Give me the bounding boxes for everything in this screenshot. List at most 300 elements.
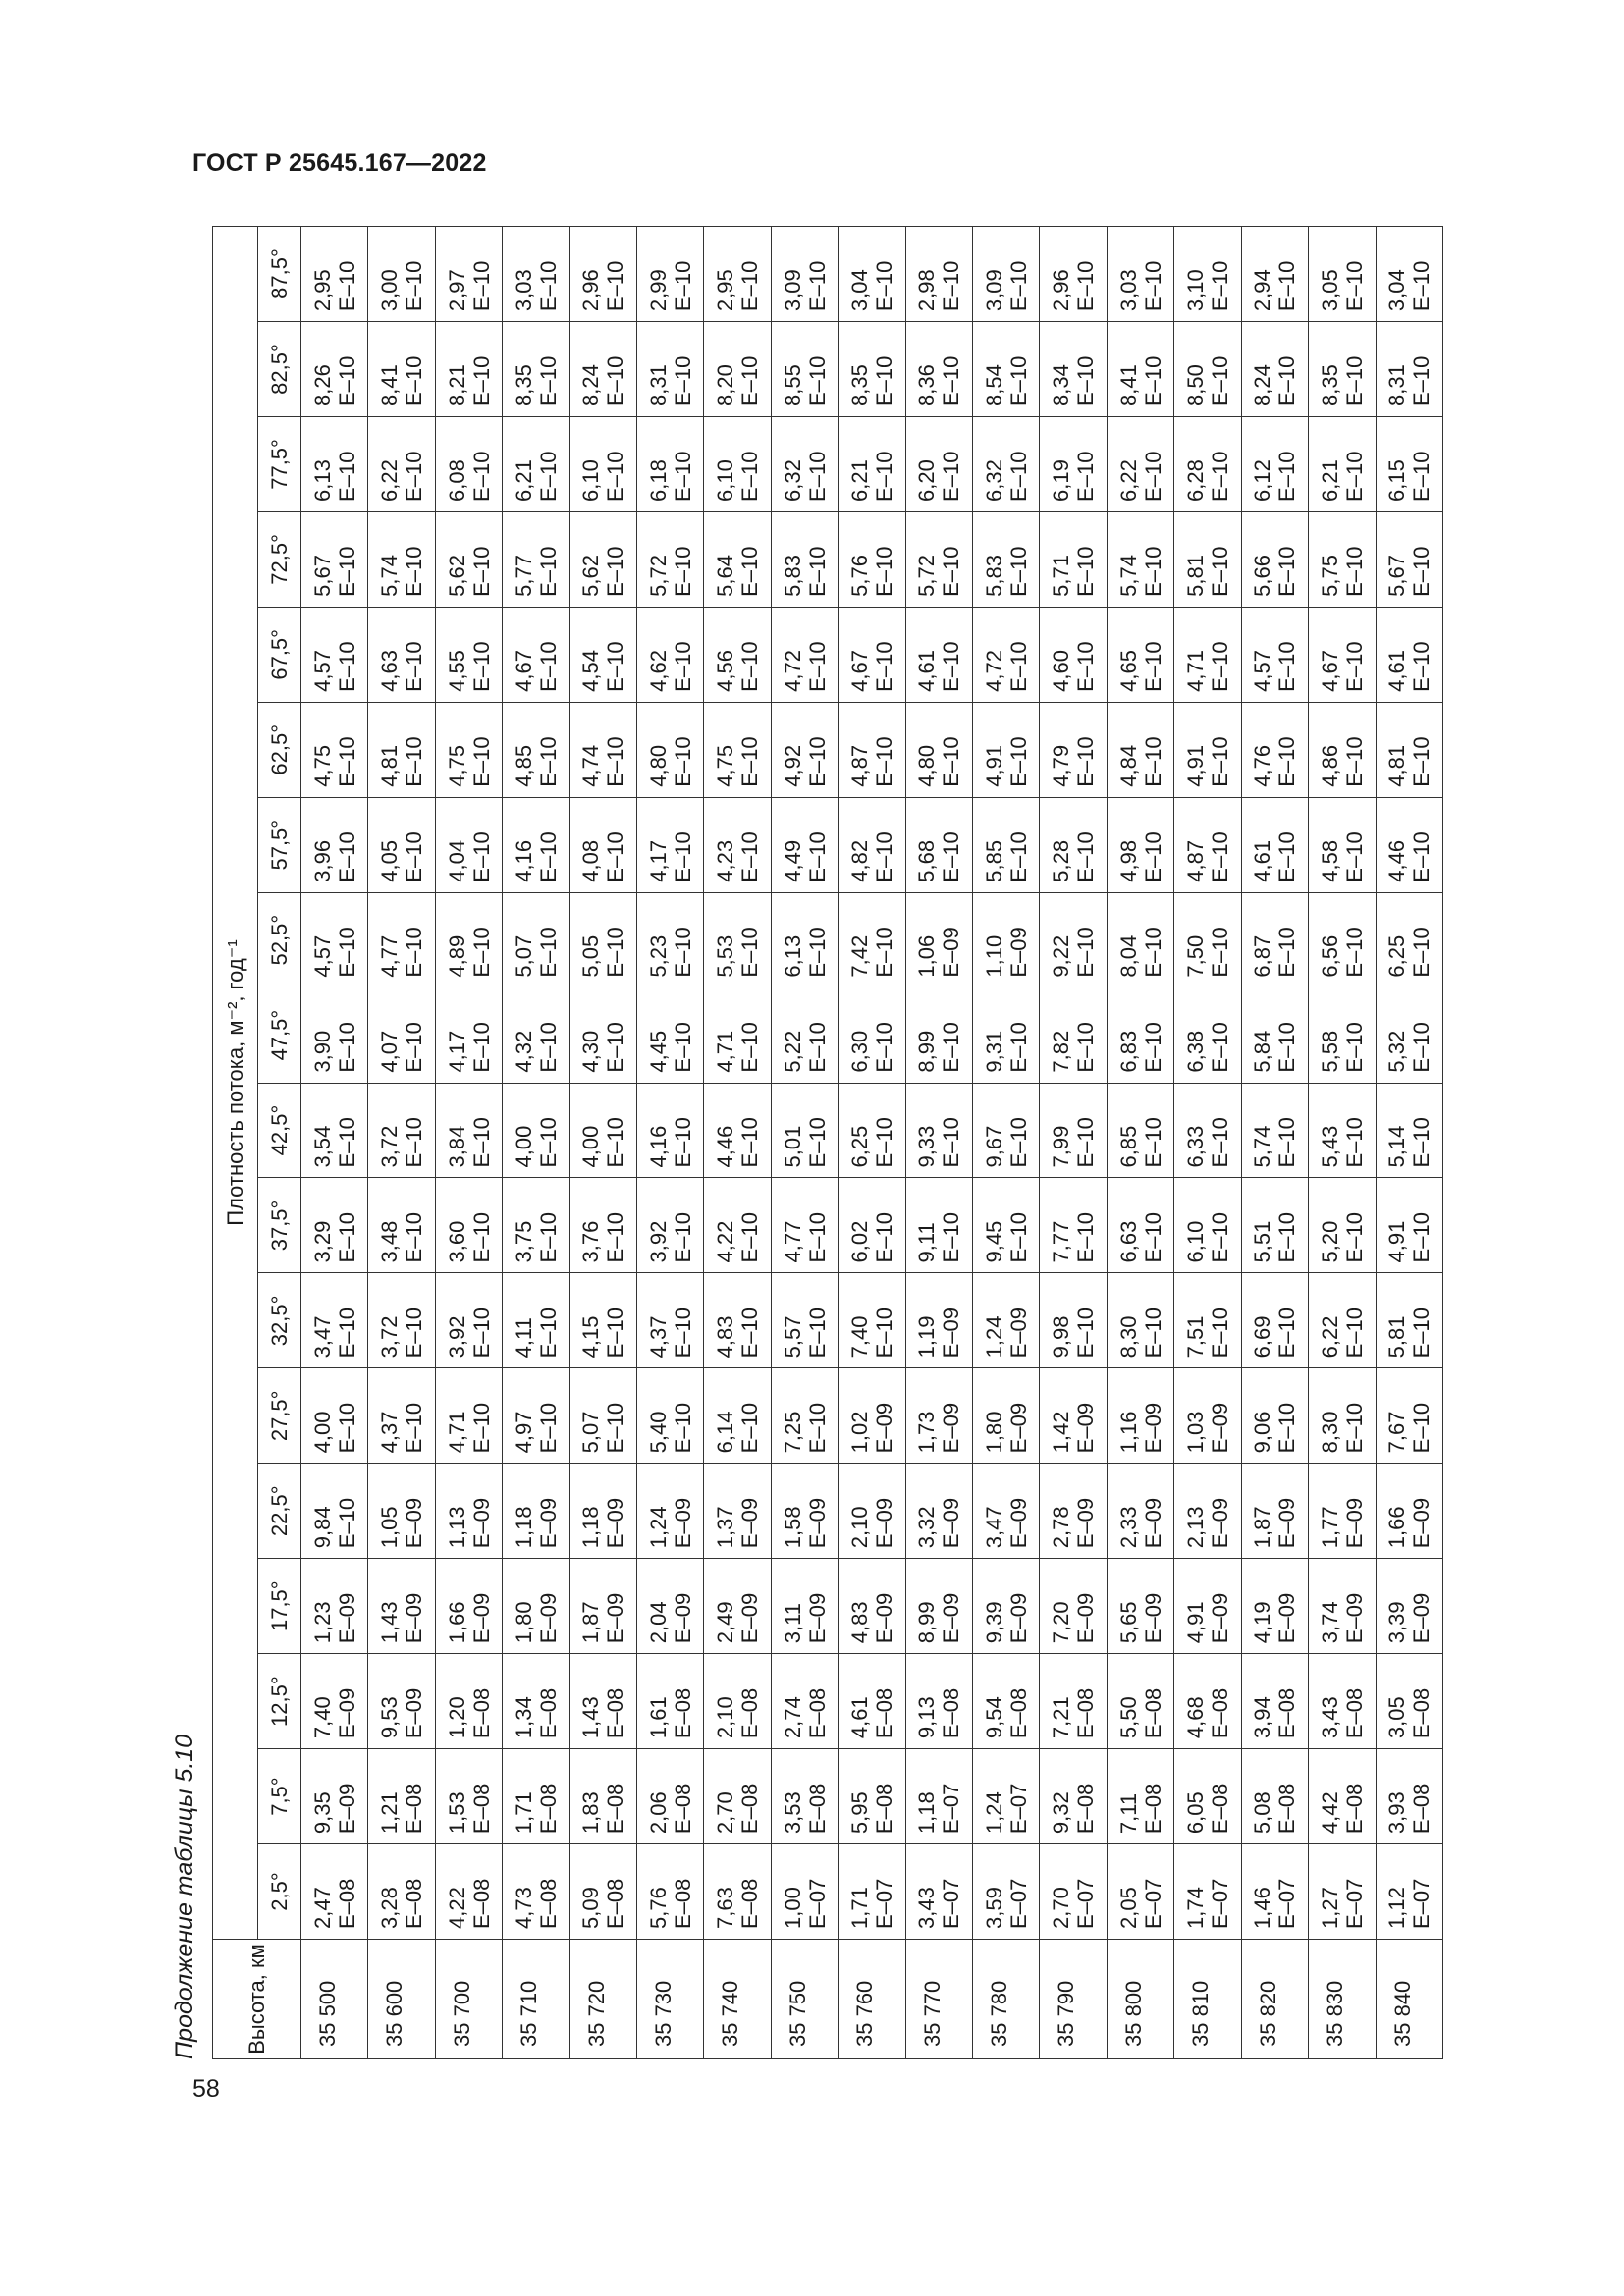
flux-value-cell <box>301 322 368 417</box>
flux-value-cell <box>301 607 368 702</box>
exponent: E–10 <box>535 736 561 787</box>
exponent: E–09 <box>1140 1497 1165 1549</box>
flux-value-cell <box>1107 607 1173 702</box>
flux-value-cell <box>1241 702 1308 797</box>
exponent: E–10 <box>1341 1307 1367 1359</box>
exponent: E–09 <box>402 1687 427 1739</box>
flux-value-cell <box>637 988 704 1083</box>
flux-value-cell <box>1040 511 1107 607</box>
mantissa: 8,20 <box>713 364 738 406</box>
mantissa: 4,75 <box>309 744 335 787</box>
mantissa: 5,85 <box>981 839 1006 882</box>
exponent: E–10 <box>334 927 359 978</box>
mantissa: 3,72 <box>377 1125 403 1168</box>
flux-value-cell <box>1309 1654 1376 1749</box>
mantissa: 3,72 <box>377 1315 403 1359</box>
exponent: E–10 <box>871 546 896 597</box>
exponent: E–10 <box>737 1212 763 1263</box>
exponent: E–08 <box>334 1878 359 1929</box>
flux-value-cell <box>301 1273 368 1368</box>
mantissa: 1,71 <box>846 1887 872 1929</box>
mantissa: 1,05 <box>377 1506 403 1549</box>
mantissa: 4,37 <box>645 1315 671 1359</box>
mantissa: 9,53 <box>377 1696 403 1739</box>
exponent: E–10 <box>804 736 830 787</box>
mantissa: 4,17 <box>645 839 671 882</box>
flux-value-cell <box>569 511 636 607</box>
flux-value-cell <box>1107 511 1173 607</box>
angle-column-header: 87,5° <box>258 227 301 322</box>
angle-column-header: 17,5° <box>258 1559 301 1654</box>
flux-value-cell <box>368 892 435 988</box>
exponent: E–10 <box>402 1307 427 1359</box>
mantissa: 4,73 <box>511 1887 536 1929</box>
flux-value-cell <box>1241 417 1308 512</box>
flux-value-cell <box>1040 607 1107 702</box>
flux-value-cell <box>368 1844 435 1940</box>
exponent: E–10 <box>468 1307 494 1359</box>
mantissa: 7,63 <box>713 1887 738 1929</box>
exponent: E–10 <box>804 260 830 312</box>
mantissa: 5,20 <box>1317 1220 1342 1263</box>
mantissa: 1,46 <box>1250 1887 1275 1929</box>
flux-value-cell <box>1174 417 1241 512</box>
exponent: E–10 <box>402 1402 427 1454</box>
mantissa: 6,05 <box>1182 1791 1208 1835</box>
exponent: E–10 <box>468 831 494 882</box>
exponent: E–08 <box>670 1783 695 1835</box>
exponent: E–09 <box>1207 1592 1232 1644</box>
mantissa: 4,75 <box>444 744 469 787</box>
exponent: E–10 <box>804 1402 830 1454</box>
exponent: E–10 <box>535 831 561 882</box>
mantissa: 6,08 <box>444 459 469 502</box>
flux-value-cell <box>839 1083 905 1178</box>
mantissa: 4,37 <box>377 1411 403 1454</box>
exponent: E–10 <box>871 1022 896 1073</box>
angle-column-header: 37,5° <box>258 1178 301 1273</box>
flux-value-cell <box>1040 1654 1107 1749</box>
flux-value-cell <box>704 511 771 607</box>
flux-value-cell <box>1376 1083 1443 1178</box>
exponent: E–09 <box>1005 927 1031 978</box>
flux-value-cell <box>569 702 636 797</box>
flux-value-cell <box>771 1368 838 1464</box>
exponent: E–10 <box>535 1212 561 1263</box>
exponent: E–10 <box>1073 451 1099 502</box>
mantissa: 3,09 <box>780 269 805 312</box>
mantissa: 4,71 <box>713 1030 738 1073</box>
exponent: E–10 <box>1140 1022 1165 1073</box>
mantissa: 1,13 <box>444 1506 469 1549</box>
flux-value-cell <box>1174 702 1241 797</box>
flux-value-cell <box>1107 417 1173 512</box>
exponent: E–10 <box>603 260 628 312</box>
mantissa: 9,32 <box>1049 1791 1074 1835</box>
flux-value-cell <box>704 322 771 417</box>
flux-value-cell <box>771 1273 838 1368</box>
table-row <box>704 227 771 2059</box>
flux-value-cell <box>503 797 569 892</box>
exponent: E–10 <box>1274 641 1300 692</box>
mantissa: 1,61 <box>645 1696 671 1739</box>
exponent: E–10 <box>939 451 964 502</box>
exponent: E–10 <box>670 546 695 597</box>
exponent: E–10 <box>402 736 427 787</box>
mantissa: 1,10 <box>981 934 1006 978</box>
exponent: E–09 <box>1341 1592 1367 1644</box>
mantissa: 4,57 <box>1250 649 1275 692</box>
mantissa: 1,21 <box>377 1791 403 1835</box>
mantissa: 6,22 <box>1317 1315 1342 1359</box>
exponent: E–07 <box>871 1878 896 1929</box>
exponent: E–10 <box>871 260 896 312</box>
flux-value-cell <box>973 1654 1040 1749</box>
flux-value-cell <box>905 322 972 417</box>
mantissa: 9,22 <box>1049 934 1074 978</box>
flux-value-cell <box>973 1368 1040 1464</box>
flux-value-cell <box>503 1464 569 1559</box>
exponent: E–10 <box>1409 546 1435 597</box>
exponent: E–07 <box>804 1878 830 1929</box>
exponent: E–10 <box>1341 1117 1367 1168</box>
exponent: E–10 <box>535 1307 561 1359</box>
exponent: E–08 <box>1274 1687 1300 1739</box>
mantissa: 1,71 <box>511 1791 536 1835</box>
flux-value-cell <box>368 417 435 512</box>
exponent: E–10 <box>1274 1117 1300 1168</box>
exponent: E–10 <box>670 736 695 787</box>
exponent: E–10 <box>1409 1117 1435 1168</box>
flux-value-cell <box>1376 1273 1443 1368</box>
altitude-cell: 35 750 <box>771 1940 838 2059</box>
exponent: E–10 <box>334 546 359 597</box>
exponent: E–10 <box>334 1402 359 1454</box>
flux-value-cell <box>569 1178 636 1273</box>
flux-value-cell <box>435 322 502 417</box>
flux-value-cell <box>569 417 636 512</box>
exponent: E–10 <box>1005 1022 1031 1073</box>
flux-value-cell <box>1309 511 1376 607</box>
mantissa: 3,11 <box>780 1603 805 1644</box>
flux-value-cell <box>973 227 1040 322</box>
mantissa: 6,33 <box>1182 1125 1208 1168</box>
exponent: E–10 <box>871 831 896 882</box>
flux-value-cell <box>637 1749 704 1844</box>
exponent: E–10 <box>468 451 494 502</box>
table-row <box>301 227 368 2059</box>
flux-value-cell <box>839 702 905 797</box>
flux-value-cell <box>905 511 972 607</box>
mantissa: 5,66 <box>1250 555 1275 597</box>
exponent: E–10 <box>1409 831 1435 882</box>
flux-value-cell <box>1309 1083 1376 1178</box>
exponent: E–10 <box>1274 260 1300 312</box>
flux-value-cell <box>1174 511 1241 607</box>
flux-value-cell <box>637 1083 704 1178</box>
flux-value-cell <box>1040 1083 1107 1178</box>
flux-value-cell <box>1309 607 1376 702</box>
mantissa: 3,43 <box>914 1887 940 1929</box>
exponent: E–10 <box>737 927 763 978</box>
altitude-cell: 35 800 <box>1107 1940 1173 2059</box>
exponent: E–10 <box>402 831 427 882</box>
flux-value-cell <box>839 988 905 1083</box>
angle-column-header: 57,5° <box>258 797 301 892</box>
mantissa: 1,83 <box>578 1791 604 1835</box>
flux-value-cell <box>1309 1273 1376 1368</box>
exponent: E–09 <box>871 1592 896 1644</box>
exponent: E–09 <box>334 1592 359 1644</box>
mantissa: 5,43 <box>1317 1125 1342 1168</box>
exponent: E–10 <box>1073 641 1099 692</box>
mantissa: 3,94 <box>1250 1696 1275 1739</box>
flux-value-cell <box>503 227 569 322</box>
mantissa: 8,54 <box>981 364 1006 406</box>
mantissa: 1,58 <box>780 1506 805 1549</box>
mantissa: 4,77 <box>780 1220 805 1263</box>
mantissa: 4,62 <box>645 649 671 692</box>
mantissa: 4,76 <box>1250 744 1275 787</box>
angle-column-header: 2,5° <box>258 1844 301 1940</box>
exponent: E–10 <box>603 1402 628 1454</box>
mantissa: 4,67 <box>1317 649 1342 692</box>
mantissa: 2,70 <box>713 1791 738 1835</box>
exponent: E–10 <box>468 736 494 787</box>
flux-value-cell <box>301 1749 368 1844</box>
mantissa: 5,08 <box>1250 1791 1275 1835</box>
exponent: E–09 <box>334 1687 359 1739</box>
exponent: E–10 <box>1207 1212 1232 1263</box>
exponent: E–09 <box>939 1402 964 1454</box>
mantissa: 4,91 <box>1182 1601 1208 1644</box>
mantissa: 6,10 <box>578 459 604 502</box>
exponent: E–08 <box>1073 1687 1099 1739</box>
angle-column-header: 27,5° <box>258 1368 301 1464</box>
mantissa: 2,49 <box>713 1601 738 1644</box>
flux-value-cell <box>1040 702 1107 797</box>
flux-value-cell <box>771 607 838 702</box>
exponent: E–10 <box>334 1212 359 1263</box>
mantissa: 6,02 <box>846 1220 872 1263</box>
table-row <box>1376 227 1443 2059</box>
mantissa: 1,87 <box>578 1601 604 1644</box>
mantissa: 1,42 <box>1049 1411 1074 1454</box>
exponent: E–10 <box>1140 927 1165 978</box>
exponent: E–10 <box>1207 1117 1232 1168</box>
mantissa: 3,92 <box>444 1315 469 1359</box>
exponent: E–07 <box>1409 1878 1435 1929</box>
mantissa: 4,71 <box>1182 649 1208 692</box>
exponent: E–08 <box>737 1878 763 1929</box>
exponent: E–07 <box>1005 1878 1031 1929</box>
exponent: E–10 <box>1073 1117 1099 1168</box>
flux-value-cell <box>637 1654 704 1749</box>
mantissa: 4,46 <box>713 1125 738 1168</box>
flux-value-cell <box>1309 988 1376 1083</box>
flux-value-cell <box>1376 322 1443 417</box>
flux-value-cell <box>839 227 905 322</box>
mantissa: 4,97 <box>511 1411 536 1454</box>
exponent: E–08 <box>468 1878 494 1929</box>
flux-value-cell <box>368 511 435 607</box>
mantissa: 4,54 <box>578 649 604 692</box>
mantissa: 7,42 <box>846 934 872 978</box>
exponent: E–10 <box>737 1117 763 1168</box>
exponent: E–10 <box>670 1402 695 1454</box>
flux-value-cell <box>637 702 704 797</box>
mantissa: 6,69 <box>1250 1315 1275 1359</box>
mantissa: 6,56 <box>1317 934 1342 978</box>
exponent: E–10 <box>1207 641 1232 692</box>
flux-value-cell <box>1174 892 1241 988</box>
flux-value-cell <box>1309 1559 1376 1654</box>
exponent: E–08 <box>402 1878 427 1929</box>
exponent: E–09 <box>670 1497 695 1549</box>
flux-value-cell <box>569 1368 636 1464</box>
mantissa: 7,20 <box>1049 1601 1074 1644</box>
mantissa: 4,61 <box>846 1696 872 1739</box>
mantissa: 1,53 <box>444 1791 469 1835</box>
exponent: E–08 <box>468 1687 494 1739</box>
exponent: E–09 <box>1341 1497 1367 1549</box>
exponent: E–10 <box>535 355 561 406</box>
mantissa: 8,24 <box>578 364 604 406</box>
mantissa: 4,00 <box>309 1411 335 1454</box>
mantissa: 6,32 <box>780 459 805 502</box>
flux-value-cell <box>973 702 1040 797</box>
mantissa: 7,50 <box>1182 934 1208 978</box>
exponent: E–10 <box>1073 1022 1099 1073</box>
exponent: E–09 <box>939 927 964 978</box>
flux-value-cell <box>1107 988 1173 1083</box>
mantissa: 2,95 <box>309 269 335 312</box>
exponent: E–10 <box>334 1022 359 1073</box>
flux-value-cell <box>1309 892 1376 988</box>
exponent: E–09 <box>939 1592 964 1644</box>
flux-value-cell <box>1040 1844 1107 1940</box>
flux-value-cell <box>1040 1273 1107 1368</box>
flux-value-cell <box>704 1368 771 1464</box>
mantissa: 5,40 <box>645 1411 671 1454</box>
flux-value-cell <box>771 1749 838 1844</box>
flux-value-cell <box>503 1844 569 1940</box>
mantissa: 4,22 <box>713 1220 738 1263</box>
flux-value-cell <box>503 1654 569 1749</box>
exponent: E–10 <box>603 641 628 692</box>
flux-value-cell <box>704 227 771 322</box>
flux-value-cell <box>1107 1368 1173 1464</box>
exponent: E–10 <box>871 641 896 692</box>
exponent: E–10 <box>1341 546 1367 597</box>
exponent: E–10 <box>804 1022 830 1073</box>
flux-value-cell <box>771 1464 838 1559</box>
flux-value-cell <box>503 1273 569 1368</box>
mantissa: 4,00 <box>578 1125 604 1168</box>
mantissa: 6,21 <box>511 459 536 502</box>
mantissa: 7,40 <box>309 1696 335 1739</box>
flux-value-cell <box>368 1368 435 1464</box>
exponent: E–09 <box>1073 1592 1099 1644</box>
exponent: E–09 <box>1207 1402 1232 1454</box>
table-row <box>368 227 435 2059</box>
flux-value-cell <box>1241 1844 1308 1940</box>
mantissa: 3,74 <box>1317 1601 1342 1644</box>
flux-value-cell <box>1309 797 1376 892</box>
flux-value-cell <box>905 1083 972 1178</box>
exponent: E–10 <box>1207 260 1232 312</box>
flux-value-cell <box>368 1083 435 1178</box>
flux-value-cell <box>973 607 1040 702</box>
mantissa: 4,84 <box>1115 744 1141 787</box>
flux-value-cell <box>637 1368 704 1464</box>
mantissa: 6,22 <box>377 459 403 502</box>
mantissa: 3,28 <box>377 1887 403 1929</box>
flux-value-cell <box>905 797 972 892</box>
exponent: E–10 <box>670 927 695 978</box>
flux-value-cell <box>637 322 704 417</box>
mantissa: 4,83 <box>846 1601 872 1644</box>
mantissa: 5,01 <box>780 1125 805 1168</box>
exponent: E–10 <box>402 546 427 597</box>
exponent: E–10 <box>1274 736 1300 787</box>
mantissa: 4,45 <box>645 1030 671 1073</box>
mantissa: 3,53 <box>780 1791 805 1835</box>
mantissa: 1,34 <box>511 1696 536 1739</box>
flux-value-cell <box>637 1273 704 1368</box>
flux-value-cell <box>1040 892 1107 988</box>
exponent: E–10 <box>468 1117 494 1168</box>
mantissa: 1,16 <box>1115 1411 1141 1454</box>
flux-value-cell <box>1107 322 1173 417</box>
mantissa: 3,92 <box>645 1220 671 1263</box>
flux-value-cell <box>1107 1273 1173 1368</box>
mantissa: 3,90 <box>309 1030 335 1073</box>
exponent: E–10 <box>1341 831 1367 882</box>
flux-value-cell <box>1376 1368 1443 1464</box>
exponent: E–10 <box>1140 1307 1165 1359</box>
flux-value-cell <box>1376 511 1443 607</box>
angle-column-header: 72,5° <box>258 511 301 607</box>
exponent: E–10 <box>535 546 561 597</box>
flux-value-cell <box>1174 227 1241 322</box>
mantissa: 6,15 <box>1384 459 1410 502</box>
exponent: E–10 <box>1341 260 1367 312</box>
exponent: E–10 <box>1140 355 1165 406</box>
exponent: E–10 <box>1140 546 1165 597</box>
flux-value-cell <box>569 1749 636 1844</box>
flux-value-cell <box>973 417 1040 512</box>
flux-value-cell <box>1376 1559 1443 1654</box>
mantissa: 4,23 <box>713 839 738 882</box>
flux-value-cell <box>1241 1273 1308 1368</box>
flux-value-cell <box>771 322 838 417</box>
flux-value-cell <box>1174 1464 1241 1559</box>
flux-value-cell <box>973 1559 1040 1654</box>
exponent: E–10 <box>603 1307 628 1359</box>
mantissa: 6,20 <box>914 459 940 502</box>
exponent: E–09 <box>402 1592 427 1644</box>
mantissa: 1,73 <box>914 1411 940 1454</box>
exponent: E–10 <box>1140 736 1165 787</box>
mantissa: 3,04 <box>846 269 872 312</box>
exponent: E–10 <box>1274 355 1300 406</box>
flux-value-cell <box>1040 1464 1107 1559</box>
exponent: E–10 <box>1341 641 1367 692</box>
exponent: E–10 <box>1207 736 1232 787</box>
mantissa: 6,10 <box>713 459 738 502</box>
flux-value-cell <box>704 1464 771 1559</box>
